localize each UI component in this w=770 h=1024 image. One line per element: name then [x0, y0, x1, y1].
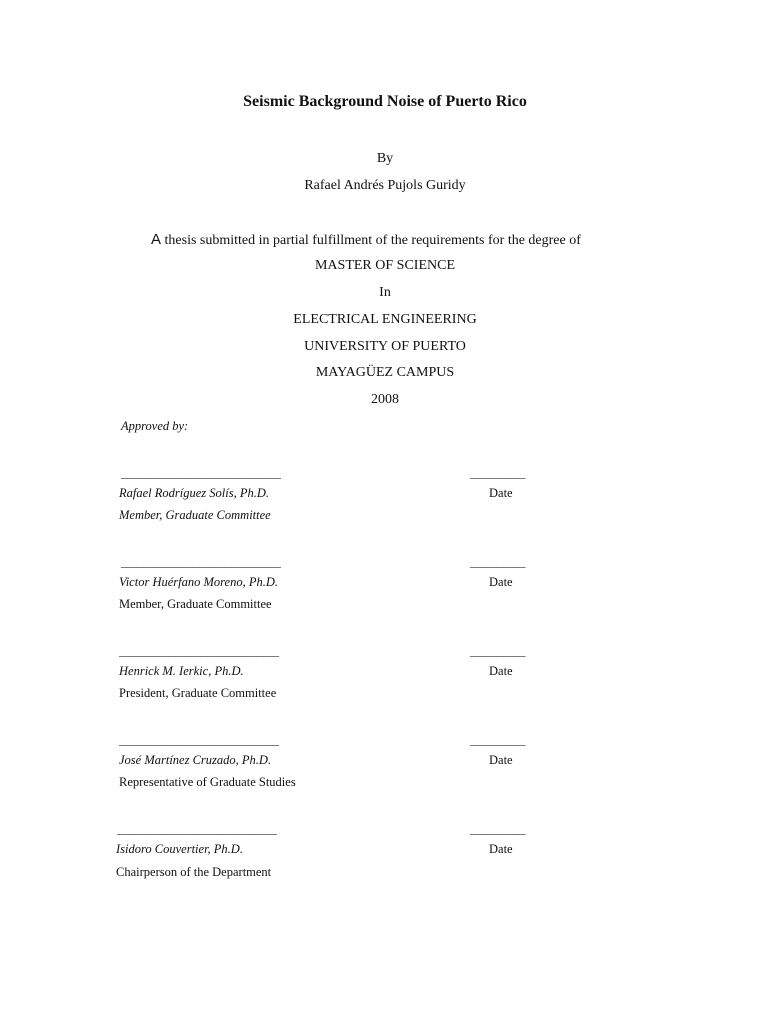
by-label: By [376, 151, 394, 166]
signatory-name: Victor Huérfano Moreno, Ph.D. [119, 575, 279, 589]
signatory-role: Member, Graduate Committee [119, 508, 271, 522]
signatory-role: Representative of Graduate Studies [119, 775, 296, 789]
approved-by-label: Approved by: [121, 419, 189, 433]
signature-line: _____________________________ [119, 644, 279, 658]
signatory-role: Member, Graduate Committee [119, 597, 272, 611]
signature-line: _____________________________ [119, 733, 279, 747]
date-line: __________ [470, 822, 525, 836]
date-line: __________ [470, 555, 525, 569]
statement-text: thesis submitted in partial fulfillment of the requirements for the degree of [161, 233, 581, 248]
campus-name: MAYAGÜEZ CAMPUS [315, 365, 455, 380]
signature-line: _____________________________ [121, 466, 281, 480]
date-line: __________ [470, 733, 525, 747]
university-name: UNIVERSITY OF PUERTO [304, 339, 466, 354]
in-label: In [379, 285, 391, 300]
date-label: Date [489, 486, 513, 500]
date-label: Date [489, 842, 513, 856]
signature-line: _____________________________ [117, 822, 277, 836]
signatory-name: Rafael Rodríguez Solís, Ph.D. [119, 486, 269, 500]
date-label: Date [489, 575, 513, 589]
year: 2008 [371, 392, 399, 407]
degree-name: MASTER OF SCIENCE [314, 258, 456, 273]
thesis-title: Seismic Background Noise of Puerto Rico [243, 93, 527, 110]
signatory-name: José Martínez Cruzado, Ph.D. [119, 753, 272, 767]
signatory-name: Isidoro Couvertier, Ph.D. [116, 842, 243, 856]
signatory-role: Chairperson of the Department [116, 865, 272, 879]
thesis-statement [151, 231, 581, 249]
date-label: Date [489, 753, 513, 767]
signatory-name: Henrick M. Ierkic, Ph.D. [119, 664, 244, 678]
signature-line: _____________________________ [121, 555, 281, 569]
field-name: ELECTRICAL ENGINEERING [293, 312, 477, 327]
date-line: __________ [470, 644, 525, 658]
statement-first-letter: A [151, 231, 162, 248]
author-name: Rafael Andrés Pujols Guridy [304, 178, 466, 193]
signatory-role: President, Graduate Committee [119, 686, 277, 700]
date-line: __________ [470, 466, 525, 480]
date-label: Date [489, 664, 513, 678]
